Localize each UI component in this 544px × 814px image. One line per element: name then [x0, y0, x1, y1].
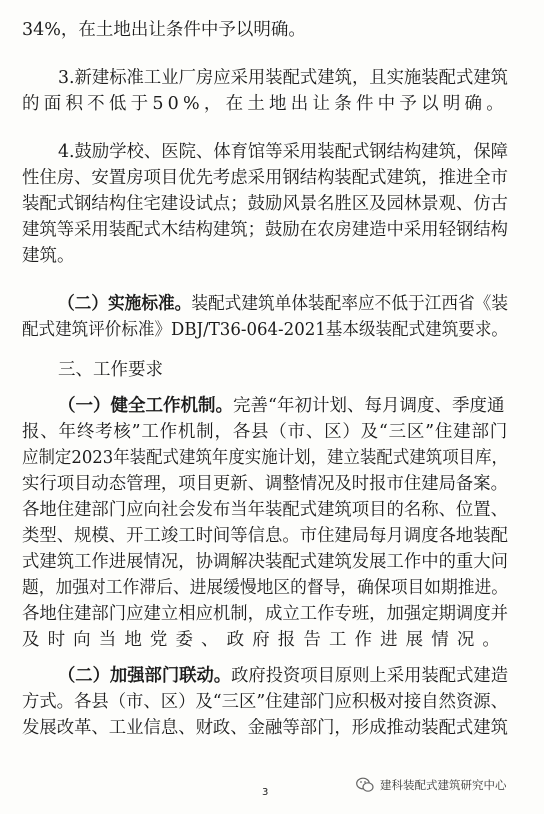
paragraph-line [0, 140, 544, 164]
line-text: 类型、规模、开工竣工时间等信息。市住建局每月调度各地装配 [22, 526, 508, 546]
line-text: 应制定2023年装配式建筑年度实施计划，建立装配式建筑项目库， [22, 448, 508, 468]
wechat-icon [356, 777, 374, 793]
line-text: 三、工作要求 [58, 360, 163, 380]
watermark-text: 建科装配式建筑研究中心 [380, 778, 507, 792]
section-heading: （二）加强部门联动。 [58, 666, 232, 686]
line-text: 建筑等采用装配式木结构建筑；鼓励在农房建造中采用轻钢结构 [22, 220, 508, 240]
line-text: 性住房、安置房项目优先考虑采用钢结构装配式建筑，推进全市 [22, 168, 508, 188]
line-text: 发展改革、工业信息、财政、金融等部门，形成推动装配式建筑 [22, 718, 508, 738]
line-text: 装配式建筑单体装配率应不低于江西省《装 [191, 294, 509, 314]
line-text: 实行项目动态管理，项目更新、调整情况及时报市住建局备案。 [22, 474, 508, 494]
line-text: 式建筑工作进展情况，协调解决装配式建筑发展工作中的重大问 [22, 552, 508, 572]
paragraph-line [0, 664, 544, 688]
line-text: 的面积不低于50%，在土地出让条件中予以明确。 [22, 94, 508, 114]
paragraph-line [0, 716, 544, 740]
page-number: 3 [262, 787, 269, 798]
paragraph-line [0, 602, 544, 626]
line-text: 4.鼓励学校、医院、体育馆等采用装配式钢结构建筑，保障 [58, 142, 508, 162]
paragraph-line [0, 576, 544, 600]
paragraph-line [0, 318, 544, 342]
paragraph-line [0, 358, 544, 382]
line-text: 建筑。 [22, 246, 75, 266]
paragraph-line [0, 166, 544, 190]
paragraph-line [0, 690, 544, 714]
paragraph-line [0, 66, 544, 90]
watermark [356, 777, 507, 793]
paragraph-line [0, 192, 544, 216]
line-text: 题，加强对工作滞后、进展缓慢地区的督导，确保项目如期推进。 [22, 578, 508, 598]
line-text: 完善“年初计划、每月调度、季度通 [233, 396, 505, 416]
line-text: 各地住建部门应建立相应机制，成立工作专班，加强定期调度并 [22, 604, 508, 624]
paragraph-line [0, 472, 544, 496]
paragraph-line [0, 446, 544, 470]
line-text: 各地住建部门应向社会发布当年装配式建筑项目的名称、位置、 [22, 500, 508, 520]
line-text: 方式。各县（市、区）及“三区”住建部门应积极对接自然资源、 [22, 692, 508, 712]
section-heading: （一）健全工作机制。 [58, 396, 233, 416]
paragraph-line [0, 550, 544, 574]
line-text: 及时向当地党委、政府报告工作进展情况。 [22, 630, 508, 650]
paragraph-line [0, 628, 544, 652]
section-heading: （二）实施标准。 [58, 294, 192, 314]
paragraph-line [0, 498, 544, 522]
line-text: 装配式钢结构住宅建设试点；鼓励风景名胜区及园林景观、仿古 [22, 194, 508, 214]
line-text: 配式建筑评价标准》DBJ/T36-064-2021基本级装配式建筑要求。 [22, 320, 508, 340]
paragraph-line [0, 420, 544, 444]
paragraph-line [0, 524, 544, 548]
paragraph-line [0, 218, 544, 242]
paragraph-line [0, 92, 544, 116]
paragraph-line [0, 18, 544, 42]
line-text: 政府投资项目原则上采用装配式建造 [231, 666, 509, 686]
paragraph-line [0, 394, 544, 418]
line-text: 报、年终考核”工作机制，各县（市、区）及“三区”住建部门 [22, 422, 508, 442]
paragraph-line [0, 292, 544, 316]
paragraph-line [0, 244, 544, 268]
line-text: 3.新建标准工业厂房应采用装配式建筑，且实施装配式建筑 [58, 68, 508, 88]
line-text: 34%，在土地出让条件中予以明确。 [22, 20, 306, 40]
